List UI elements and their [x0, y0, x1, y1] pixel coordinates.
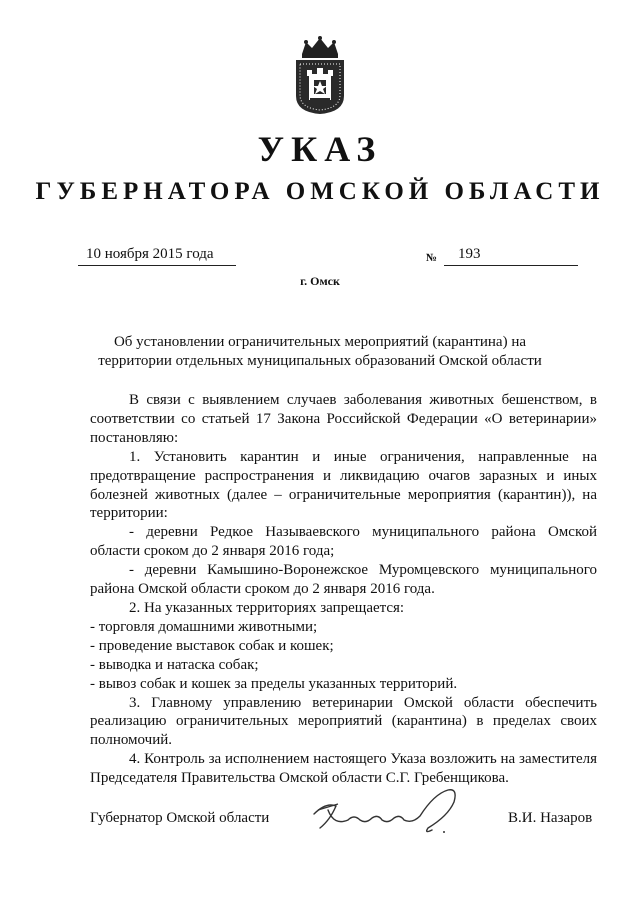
- decree-date: 10 ноября 2015 года: [86, 246, 214, 262]
- decree-dateline: [0, 246, 640, 270]
- decree-subject: Об установлении ограничительных мероприятий (карантина) на территории отдельных муниципальных образований Омской области: [98, 334, 542, 369]
- signatory-name: В.И. Назаров: [508, 810, 593, 826]
- handwritten-signature-icon: [308, 780, 468, 840]
- item-3: 3. Главному управлению ветеринарии Омской области обеспечить реализацию ограничительных мероприятий (карантина) в пределах своих полномочий.: [90, 694, 597, 749]
- list-item: - проведение выставок собак и кошек;: [90, 637, 334, 654]
- date-underline: [78, 265, 236, 266]
- decree-body: [90, 391, 597, 788]
- coat-of-arms-icon: [290, 34, 350, 116]
- item-4: 4. Контроль за исполнением настоящего Указа возложить на заместителя Председателя Правительства Омской области С.Г. Гребенщикова.: [90, 751, 597, 787]
- number-label: №: [426, 252, 438, 264]
- item-1: 1. Установить карантин и иные ограничения, направленные на предотвращение распространения и ликвидацию очагов заразных и иных болезней животных (далее – ограничительные мероприятия (карантин)), на территории:: [90, 448, 597, 522]
- signatory-position: Губернатор Омской области: [90, 810, 270, 826]
- item-2: 2. На указанных территориях запрещается:: [129, 599, 405, 616]
- intro-paragraph: В связи с выявлением случаев заболевания животных бешенством, в соответствии со статьей 17 Закона Российской Федерации «О ветеринарии» постановляю:: [90, 392, 597, 446]
- decree-city: г. Омск: [300, 274, 340, 288]
- item-1-b: - деревни Камышино-Воронежское Муромцевского муниципального района Омской области сроком до 2 января 2016 года.: [90, 562, 597, 598]
- list-item: - вывоз собак и кошек за пределы указанных территорий.: [90, 675, 458, 692]
- number-underline: [444, 265, 578, 266]
- list-item: - выводка и натаска собак;: [90, 656, 259, 673]
- decree-number: 193: [458, 246, 481, 262]
- decree-title: УКАЗ: [257, 129, 383, 169]
- decree-issuer: ГУБЕРНАТОРА ОМСКОЙ ОБЛАСТИ: [35, 178, 605, 205]
- item-1-a: - деревни Редкое Называевского муниципального района Омской области сроком до 2 января 2016 года;: [90, 524, 597, 560]
- list-item: - торговля домашними животными;: [90, 618, 318, 635]
